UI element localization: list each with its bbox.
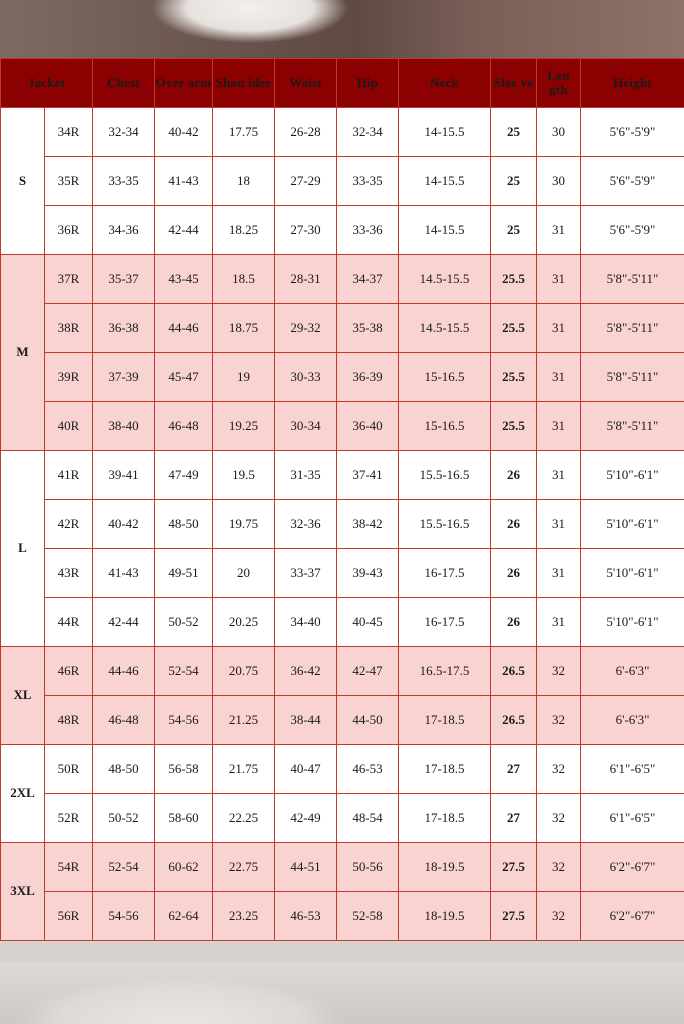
column-header-chest: Chest	[93, 59, 155, 108]
cell-chest: 42-44	[93, 598, 155, 647]
cell-shoulder: 20.25	[213, 598, 275, 647]
column-header-shoulder: Shou lder	[213, 59, 275, 108]
table-row	[1, 843, 684, 892]
cell-chest: 54-56	[93, 892, 155, 941]
cell-neck: 15-16.5	[399, 402, 491, 451]
cell-overarm: 49-51	[155, 549, 213, 598]
cell-waist: 34-40	[275, 598, 337, 647]
cell-overarm: 52-54	[155, 647, 213, 696]
cell-hip: 33-35	[337, 157, 399, 206]
cell-waist: 32-36	[275, 500, 337, 549]
cell-sleeve: 26	[491, 500, 537, 549]
table-header	[1, 59, 684, 108]
cell-chest: 35-37	[93, 255, 155, 304]
cell-length: 31	[537, 549, 581, 598]
cell-waist: 36-42	[275, 647, 337, 696]
cell-sleeve: 26	[491, 451, 537, 500]
cell-overarm: 50-52	[155, 598, 213, 647]
cell-height: 6'1"-6'5"	[581, 745, 684, 794]
table-row	[1, 598, 684, 647]
cell-size: 42R	[45, 500, 93, 549]
cell-hip: 36-40	[337, 402, 399, 451]
cell-sleeve: 27.5	[491, 892, 537, 941]
cell-size: 40R	[45, 402, 93, 451]
cell-length: 31	[537, 451, 581, 500]
cell-height: 6'2"-6'7"	[581, 843, 684, 892]
column-header-height: Height	[581, 59, 684, 108]
cell-waist: 40-47	[275, 745, 337, 794]
cell-size: 43R	[45, 549, 93, 598]
cell-size: 35R	[45, 157, 93, 206]
group-label-cell: XL	[1, 647, 45, 745]
cell-length: 32	[537, 696, 581, 745]
cell-height: 5'10"-6'1"	[581, 451, 684, 500]
cell-shoulder: 22.25	[213, 794, 275, 843]
cell-sleeve: 25.5	[491, 304, 537, 353]
background-photo-bottom	[0, 962, 684, 1024]
cell-shoulder: 19.5	[213, 451, 275, 500]
cell-size: 38R	[45, 304, 93, 353]
cell-shoulder: 18.75	[213, 304, 275, 353]
cell-height: 5'6"-5'9"	[581, 108, 684, 157]
cell-hip: 40-45	[337, 598, 399, 647]
cell-length: 30	[537, 157, 581, 206]
table-row	[1, 696, 684, 745]
column-header-sleeve: Slee ve	[491, 59, 537, 108]
cell-height: 5'10"-6'1"	[581, 500, 684, 549]
background-photo-top	[0, 0, 684, 58]
cell-overarm: 54-56	[155, 696, 213, 745]
cell-sleeve: 25.5	[491, 255, 537, 304]
cell-neck: 16-17.5	[399, 549, 491, 598]
cell-size: 52R	[45, 794, 93, 843]
column-header-overarm: Over arm	[155, 59, 213, 108]
cell-overarm: 46-48	[155, 402, 213, 451]
cell-neck: 14.5-15.5	[399, 304, 491, 353]
cell-hip: 44-50	[337, 696, 399, 745]
cell-hip: 46-53	[337, 745, 399, 794]
cell-height: 6'-6'3"	[581, 696, 684, 745]
cell-height: 5'10"-6'1"	[581, 598, 684, 647]
cell-overarm: 56-58	[155, 745, 213, 794]
cell-hip: 39-43	[337, 549, 399, 598]
cell-overarm: 41-43	[155, 157, 213, 206]
cell-neck: 17-18.5	[399, 696, 491, 745]
cell-hip: 48-54	[337, 794, 399, 843]
cell-chest: 38-40	[93, 402, 155, 451]
cell-height: 5'10"-6'1"	[581, 549, 684, 598]
cell-height: 6'-6'3"	[581, 647, 684, 696]
cell-waist: 33-37	[275, 549, 337, 598]
cell-waist: 29-32	[275, 304, 337, 353]
cell-length: 30	[537, 108, 581, 157]
cell-neck: 15.5-16.5	[399, 451, 491, 500]
cell-shoulder: 19.25	[213, 402, 275, 451]
cell-shoulder: 20.75	[213, 647, 275, 696]
cell-overarm: 48-50	[155, 500, 213, 549]
cell-hip: 37-41	[337, 451, 399, 500]
cell-height: 5'8"-5'11"	[581, 304, 684, 353]
cell-sleeve: 27.5	[491, 843, 537, 892]
column-header-hip: Hip	[337, 59, 399, 108]
cell-overarm: 47-49	[155, 451, 213, 500]
cell-size: 56R	[45, 892, 93, 941]
cell-size: 41R	[45, 451, 93, 500]
cell-chest: 36-38	[93, 304, 155, 353]
table-row	[1, 549, 684, 598]
cell-length: 32	[537, 843, 581, 892]
cell-waist: 30-34	[275, 402, 337, 451]
cell-shoulder: 22.75	[213, 843, 275, 892]
table-row	[1, 206, 684, 255]
table-row	[1, 304, 684, 353]
cell-length: 31	[537, 304, 581, 353]
cell-size: 44R	[45, 598, 93, 647]
table-row	[1, 892, 684, 941]
cell-shoulder: 18	[213, 157, 275, 206]
cell-neck: 14.5-15.5	[399, 255, 491, 304]
cell-chest: 34-36	[93, 206, 155, 255]
cell-sleeve: 27	[491, 745, 537, 794]
cell-hip: 32-34	[337, 108, 399, 157]
cell-shoulder: 18.25	[213, 206, 275, 255]
cell-shoulder: 19.75	[213, 500, 275, 549]
cell-neck: 18-19.5	[399, 892, 491, 941]
table-row	[1, 402, 684, 451]
cell-sleeve: 26	[491, 598, 537, 647]
cell-sleeve: 25	[491, 157, 537, 206]
cell-hip: 36-39	[337, 353, 399, 402]
cell-height: 5'6"-5'9"	[581, 157, 684, 206]
cell-overarm: 44-46	[155, 304, 213, 353]
cell-size: 39R	[45, 353, 93, 402]
cell-size: 46R	[45, 647, 93, 696]
cell-shoulder: 19	[213, 353, 275, 402]
cell-shoulder: 21.25	[213, 696, 275, 745]
cell-hip: 34-37	[337, 255, 399, 304]
cell-overarm: 40-42	[155, 108, 213, 157]
cell-neck: 15-16.5	[399, 353, 491, 402]
size-chart-container	[0, 58, 684, 941]
cell-chest: 48-50	[93, 745, 155, 794]
cell-hip: 42-47	[337, 647, 399, 696]
table-row	[1, 108, 684, 157]
cell-waist: 42-49	[275, 794, 337, 843]
cell-length: 31	[537, 598, 581, 647]
cell-length: 31	[537, 353, 581, 402]
group-label-cell: S	[1, 108, 45, 255]
cell-overarm: 62-64	[155, 892, 213, 941]
cell-shoulder: 20	[213, 549, 275, 598]
cell-neck: 17-18.5	[399, 794, 491, 843]
group-label-cell: L	[1, 451, 45, 647]
column-header-waist: Waist	[275, 59, 337, 108]
table-row	[1, 353, 684, 402]
cell-height: 6'1"-6'5"	[581, 794, 684, 843]
column-header-length: Len gth	[537, 59, 581, 108]
cell-size: 37R	[45, 255, 93, 304]
cell-chest: 39-41	[93, 451, 155, 500]
cell-chest: 33-35	[93, 157, 155, 206]
cell-neck: 14-15.5	[399, 157, 491, 206]
cell-height: 5'8"-5'11"	[581, 402, 684, 451]
cell-length: 31	[537, 500, 581, 549]
cell-sleeve: 26.5	[491, 696, 537, 745]
table-body	[1, 108, 684, 941]
header-row	[1, 59, 684, 108]
size-chart-table	[0, 58, 684, 941]
cell-overarm: 45-47	[155, 353, 213, 402]
cell-waist: 28-31	[275, 255, 337, 304]
cell-shoulder: 23.25	[213, 892, 275, 941]
cell-chest: 37-39	[93, 353, 155, 402]
group-label-cell: 2XL	[1, 745, 45, 843]
cell-sleeve: 25	[491, 206, 537, 255]
cell-neck: 17-18.5	[399, 745, 491, 794]
cell-waist: 44-51	[275, 843, 337, 892]
cell-length: 31	[537, 402, 581, 451]
cell-height: 5'8"-5'11"	[581, 353, 684, 402]
cell-waist: 38-44	[275, 696, 337, 745]
column-header-jacket: Jacket	[1, 59, 93, 108]
cell-waist: 27-29	[275, 157, 337, 206]
cell-neck: 15.5-16.5	[399, 500, 491, 549]
cell-overarm: 42-44	[155, 206, 213, 255]
cell-chest: 52-54	[93, 843, 155, 892]
cell-waist: 46-53	[275, 892, 337, 941]
cell-length: 32	[537, 892, 581, 941]
cell-shoulder: 18.5	[213, 255, 275, 304]
cell-overarm: 58-60	[155, 794, 213, 843]
column-header-neck: Neck	[399, 59, 491, 108]
table-row	[1, 647, 684, 696]
cell-overarm: 43-45	[155, 255, 213, 304]
cell-waist: 27-30	[275, 206, 337, 255]
cell-sleeve: 27	[491, 794, 537, 843]
cell-hip: 50-56	[337, 843, 399, 892]
cell-chest: 40-42	[93, 500, 155, 549]
cell-chest: 41-43	[93, 549, 155, 598]
cell-length: 32	[537, 647, 581, 696]
cell-hip: 38-42	[337, 500, 399, 549]
cell-size: 50R	[45, 745, 93, 794]
cell-sleeve: 25.5	[491, 402, 537, 451]
table-row	[1, 157, 684, 206]
cell-shoulder: 21.75	[213, 745, 275, 794]
cell-height: 5'6"-5'9"	[581, 206, 684, 255]
cell-length: 32	[537, 794, 581, 843]
cell-hip: 52-58	[337, 892, 399, 941]
cell-waist: 30-33	[275, 353, 337, 402]
cell-shoulder: 17.75	[213, 108, 275, 157]
cell-sleeve: 25	[491, 108, 537, 157]
table-row	[1, 255, 684, 304]
cell-hip: 35-38	[337, 304, 399, 353]
cell-chest: 50-52	[93, 794, 155, 843]
group-label-cell: M	[1, 255, 45, 451]
cell-neck: 14-15.5	[399, 206, 491, 255]
group-label-cell: 3XL	[1, 843, 45, 941]
cell-size: 48R	[45, 696, 93, 745]
cell-sleeve: 26.5	[491, 647, 537, 696]
cell-height: 5'8"-5'11"	[581, 255, 684, 304]
cell-chest: 32-34	[93, 108, 155, 157]
cell-chest: 44-46	[93, 647, 155, 696]
cell-neck: 16-17.5	[399, 598, 491, 647]
cell-length: 32	[537, 745, 581, 794]
cell-length: 31	[537, 255, 581, 304]
cell-overarm: 60-62	[155, 843, 213, 892]
cell-waist: 31-35	[275, 451, 337, 500]
table-row	[1, 794, 684, 843]
cell-size: 54R	[45, 843, 93, 892]
cell-neck: 18-19.5	[399, 843, 491, 892]
cell-hip: 33-36	[337, 206, 399, 255]
cell-sleeve: 26	[491, 549, 537, 598]
cell-sleeve: 25.5	[491, 353, 537, 402]
cell-size: 34R	[45, 108, 93, 157]
cell-neck: 14-15.5	[399, 108, 491, 157]
table-row	[1, 451, 684, 500]
cell-size: 36R	[45, 206, 93, 255]
table-row	[1, 745, 684, 794]
cell-length: 31	[537, 206, 581, 255]
cell-chest: 46-48	[93, 696, 155, 745]
cell-neck: 16.5-17.5	[399, 647, 491, 696]
table-row	[1, 500, 684, 549]
cell-height: 6'2"-6'7"	[581, 892, 684, 941]
cell-waist: 26-28	[275, 108, 337, 157]
